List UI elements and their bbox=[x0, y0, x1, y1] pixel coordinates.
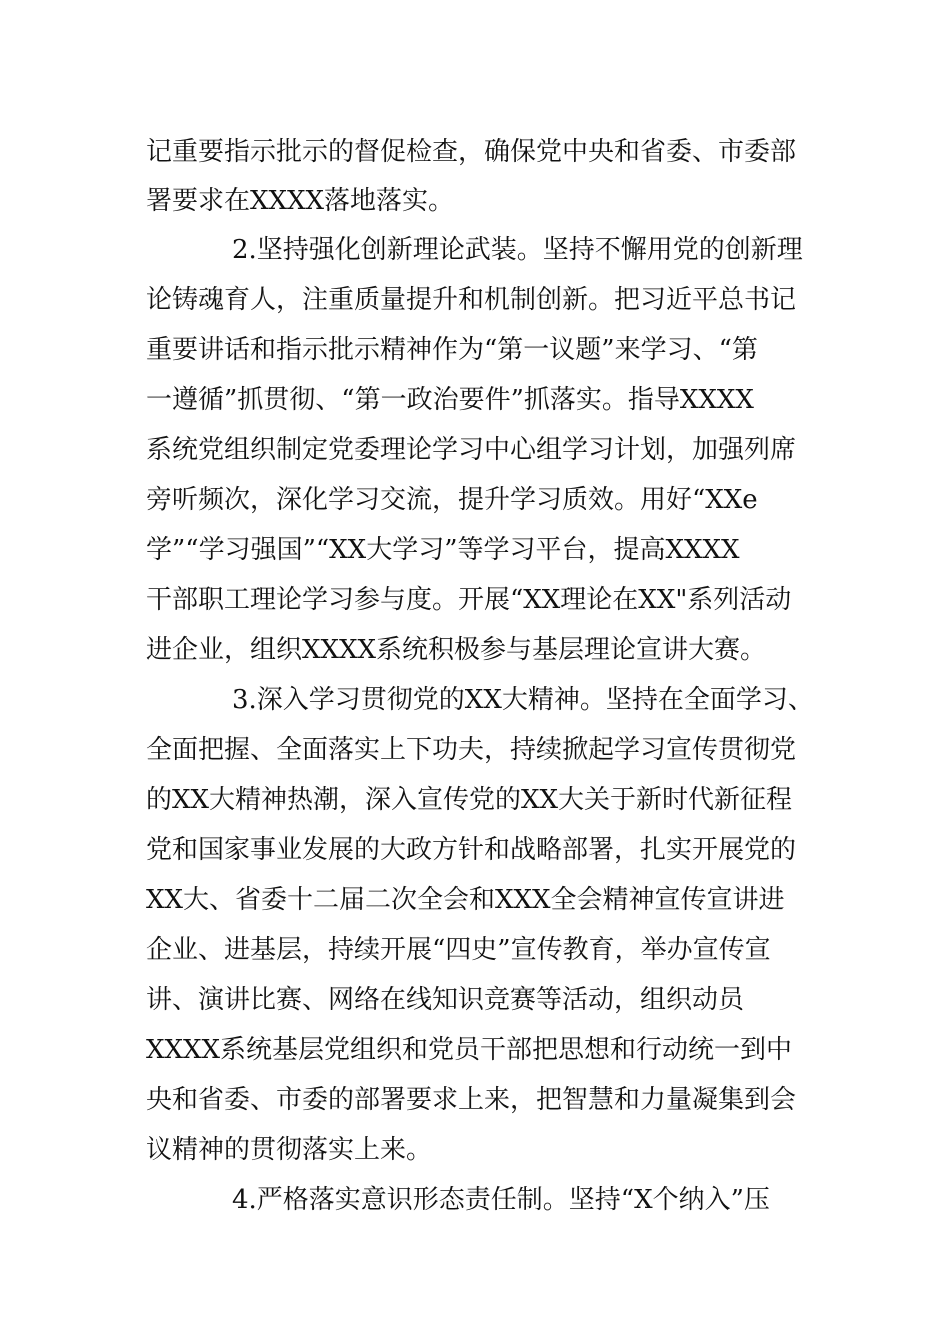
paragraph-line: 重要讲话和指示批示精神作为“第一议题”来学习、“第 bbox=[146, 335, 758, 365]
paragraph-line: 记重要指示批示的督促检查，确保党中央和省委、市委部 bbox=[146, 137, 797, 167]
paragraph-line: 议精神的贯彻落实上来。 bbox=[146, 1135, 433, 1165]
paragraph-line: 论铸魂育人，注重质量提升和机制创新。把习近平总书记 bbox=[146, 285, 797, 315]
paragraph-line: 4.严格落实意识形态责任制。坚持“X个纳入”压 bbox=[232, 1185, 770, 1215]
paragraph-line: 的XX大精神热潮，深入宣传党的XX大关于新时代新征程 bbox=[146, 785, 793, 815]
paragraph-line: 2.坚持强化创新理论武装。坚持不懈用党的创新理 bbox=[232, 235, 803, 265]
paragraph-line: 学”“学习强国”“XX大学习”等学习平台，提高XXXX bbox=[146, 535, 740, 565]
paragraph-line: 署要求在XXXX落地落实。 bbox=[146, 186, 455, 216]
paragraph-line: 党和国家事业发展的大政方针和战略部署，扎实开展党的 bbox=[146, 835, 797, 865]
paragraph-line: 系统党组织制定党委理论学习中心组学习计划，加强列席 bbox=[146, 435, 797, 465]
paragraph-line: 全面把握、全面落实上下功夫，持续掀起学习宣传贯彻党 bbox=[146, 735, 797, 765]
paragraph-line: XX大、省委十二届二次全会和XXX全会精神宣传宣讲进 bbox=[146, 885, 785, 915]
paragraph-line: 讲、演讲比赛、网络在线知识竞赛等活动，组织动员 bbox=[146, 985, 745, 1015]
paragraph-line: 企业、进基层，持续开展“四史”宣传教育，举办宣传宣 bbox=[146, 935, 771, 965]
paragraph-line: 3.深入学习贯彻党的XX大精神。坚持在全面学习、 bbox=[232, 685, 814, 715]
paragraph-line: 进企业，组织XXXX系统积极参与基层理论宣讲大赛。 bbox=[146, 635, 767, 665]
paragraph-line: 央和省委、市委的部署要求上来，把智慧和力量凝集到会 bbox=[146, 1085, 797, 1115]
paragraph-line: 旁听频次，深化学习交流，提升学习质效。用好“XXe bbox=[146, 485, 758, 515]
paragraph-line: 干部职工理论学习参与度。开展“XX理论在XX"系列活动 bbox=[146, 585, 792, 615]
paragraph-line: 一遵循”抓贯彻、“第一政治要件”抓落实。指导XXXX bbox=[146, 385, 754, 415]
paragraph-line: XXXX系统基层党组织和党员干部把思想和行动统一到中 bbox=[146, 1035, 793, 1065]
